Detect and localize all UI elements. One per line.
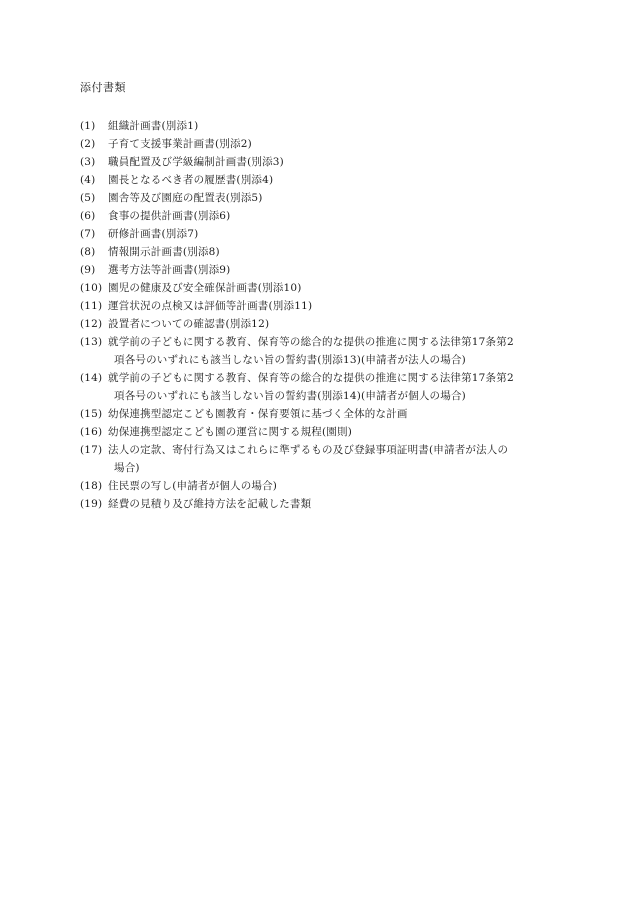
item-number: (8) <box>80 246 96 258</box>
item-line: 情報開示計画書(別添8) <box>108 246 220 258</box>
list-item <box>80 333 555 369</box>
list-item <box>80 135 555 153</box>
list-item <box>80 297 555 315</box>
item-text <box>108 423 555 441</box>
item-line: 法人の定款、寄付行為又はこれらに準ずるもの及び登録事項証明書(申請者が法人の <box>108 444 509 456</box>
item-line: 組織計画書(別添1) <box>108 120 199 132</box>
item-line: 子育て支援事業計画書(別添2) <box>108 138 252 150</box>
item-text <box>108 261 555 279</box>
item-number: (16) <box>80 426 103 438</box>
item-line: 就学前の子どもに関する教育、保育等の総合的な提供の推進に関する法律第17条第2 <box>108 336 514 348</box>
item-text <box>108 297 555 315</box>
item-line: 幼保連携型認定こども園の運営に関する規程(園則) <box>108 426 352 438</box>
item-text <box>108 153 555 171</box>
item-line: 就学前の子どもに関する教育、保育等の総合的な提供の推進に関する法律第17条第2 <box>108 372 514 384</box>
item-line: 運営状況の点検又は評価等計画書(別添11) <box>108 300 313 312</box>
item-number: (15) <box>80 408 103 420</box>
page-title: 添付書類 <box>80 81 126 94</box>
list-item <box>80 243 555 261</box>
item-line: 職員配置及び学級編制計画書(別添3) <box>108 156 284 168</box>
list-item <box>80 117 555 135</box>
item-number: (3) <box>80 156 96 168</box>
item-line: 園児の健康及び安全確保計画書(別添10) <box>108 282 302 294</box>
list-item <box>80 477 555 495</box>
item-text <box>108 117 555 135</box>
item-number: (14) <box>80 372 103 384</box>
item-text <box>108 171 555 189</box>
item-number: (9) <box>80 264 96 276</box>
item-line: 選考方法等計画書(別添9) <box>108 264 231 276</box>
item-text <box>108 189 555 207</box>
item-line: 住民票の写し(申請者が個人の場合) <box>108 480 278 492</box>
list-item <box>80 405 555 423</box>
list-item <box>80 153 555 171</box>
list-item <box>80 261 555 279</box>
item-number: (6) <box>80 210 96 222</box>
list-item <box>80 207 555 225</box>
list-item <box>80 171 555 189</box>
item-line: 項各号のいずれにも該当しない旨の誓約書(別添13)(申請者が法人の場合) <box>114 354 466 366</box>
item-number: (1) <box>80 120 96 132</box>
item-line: 幼保連携型認定こども園教育・保育要領に基づく全体的な計画 <box>108 408 408 420</box>
list-item <box>80 423 555 441</box>
list-item <box>80 495 555 513</box>
list-item <box>80 315 555 333</box>
item-line: 経費の見積り及び維持方法を記載した書類 <box>108 498 312 510</box>
item-number: (18) <box>80 480 103 492</box>
item-line: 設置者についての確認書(別添12) <box>108 318 270 330</box>
item-number: (12) <box>80 318 103 330</box>
attachment-list <box>80 117 555 513</box>
item-text <box>108 495 555 513</box>
item-line: 研修計画書(別添7) <box>108 228 199 240</box>
item-number: (19) <box>80 498 103 510</box>
item-line: 場合) <box>114 462 140 474</box>
list-item <box>80 441 555 477</box>
item-line: 園舎等及び園庭の配置表(別添5) <box>108 192 263 204</box>
list-item <box>80 369 555 405</box>
item-text <box>108 279 555 297</box>
item-text <box>108 477 555 495</box>
item-text <box>108 315 555 333</box>
item-text <box>108 405 555 423</box>
item-text <box>108 135 555 153</box>
item-text <box>108 207 555 225</box>
item-line: 食事の提供計画書(別添6) <box>108 210 231 222</box>
item-number: (7) <box>80 228 96 240</box>
item-text <box>108 225 555 243</box>
list-item <box>80 225 555 243</box>
item-text <box>108 333 555 369</box>
item-text <box>108 243 555 261</box>
item-number: (4) <box>80 174 96 186</box>
item-number: (5) <box>80 192 96 204</box>
item-number: (10) <box>80 282 103 294</box>
list-item <box>80 189 555 207</box>
item-line: 園長となるべき者の履歴書(別添4) <box>108 174 274 186</box>
list-item <box>80 279 555 297</box>
item-number: (11) <box>80 300 103 312</box>
item-text <box>108 369 555 405</box>
item-text <box>108 441 555 477</box>
item-number: (13) <box>80 336 103 348</box>
item-number: (17) <box>80 444 103 456</box>
item-line: 項各号のいずれにも該当しない旨の誓約書(別添14)(申請者が個人の場合) <box>114 390 466 402</box>
item-number: (2) <box>80 138 96 150</box>
